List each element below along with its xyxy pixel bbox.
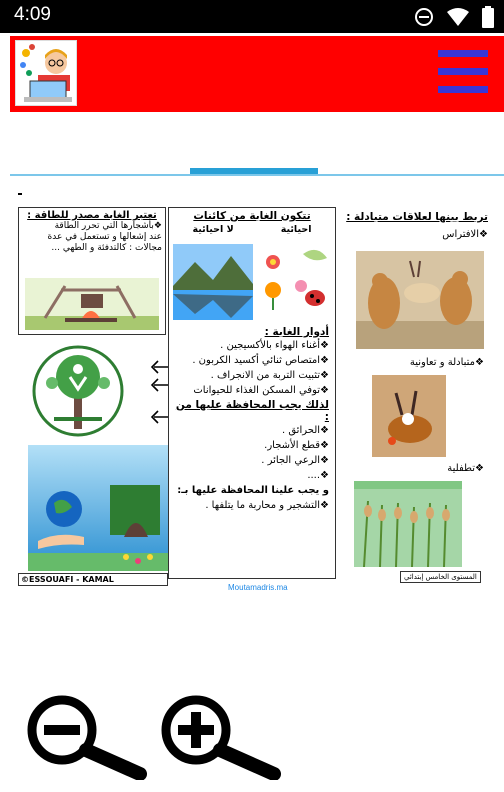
threat-item: ❖الرعي الجائر . bbox=[261, 455, 329, 466]
threat-item: ❖.... bbox=[307, 470, 329, 481]
energy-line: ❖بأشجارها التي تحرر الطاقة bbox=[54, 221, 162, 231]
zoom-out-button[interactable] bbox=[18, 694, 148, 784]
wifi-icon bbox=[446, 7, 470, 27]
status-icons bbox=[414, 6, 494, 28]
relations-heading: تربط بينها لعلاقات متبادلة : bbox=[346, 211, 488, 223]
plants-animals-picture bbox=[257, 244, 333, 320]
duty-item: ❖التشجير و محاربة ما يتلفها . bbox=[205, 500, 329, 511]
credit-text: ©ESSOUAFI - KAMAL bbox=[18, 573, 168, 586]
relations-panel bbox=[338, 207, 488, 583]
roles-section bbox=[169, 326, 329, 513]
energy-line: عند إشعالها و تستعمل في عدة bbox=[47, 232, 162, 242]
relation-item: ❖الافتراس bbox=[442, 229, 488, 240]
kid-laptop-icon bbox=[16, 41, 77, 106]
status-time: 4:09 bbox=[14, 4, 51, 25]
predator-picture bbox=[356, 251, 484, 349]
living-label: احيائية bbox=[280, 224, 312, 235]
relation-item: ❖متبادلة و تعاونية bbox=[409, 357, 484, 368]
duty-line: و يجب علينا المحافظة عليها بـ: bbox=[177, 485, 329, 496]
app-toolbar bbox=[10, 36, 504, 112]
hamburger-menu-icon bbox=[438, 50, 488, 57]
threat-item: ❖الحرائق . bbox=[281, 425, 329, 436]
arrows bbox=[148, 355, 170, 455]
threat-item: ❖قطع الأشجار. bbox=[264, 440, 329, 451]
lesson-sheet bbox=[14, 205, 490, 593]
app-logo[interactable] bbox=[15, 40, 77, 106]
parasite-picture bbox=[354, 481, 462, 567]
menu-button[interactable] bbox=[438, 50, 488, 96]
level-label: المستوى الخامس إبتدائي bbox=[400, 571, 481, 583]
role-item: ❖تثبيت التربة من الانجراف . bbox=[210, 370, 329, 381]
watermark-text: Moutamadris.ma bbox=[228, 583, 288, 592]
energy-line: مجالات : كالتدفئة و الطهي ... bbox=[51, 243, 162, 253]
category-row bbox=[169, 224, 335, 235]
zoom-in-icon bbox=[152, 694, 282, 780]
relation-item: ❖تطفلية bbox=[447, 463, 484, 474]
nonliving-label: لا احيائية bbox=[192, 224, 234, 235]
ecology-tree-picture bbox=[32, 343, 124, 439]
dnd-icon bbox=[414, 7, 434, 27]
role-item: ❖توفي المسكن الغذاء للحيوانات bbox=[193, 385, 329, 396]
energy-box bbox=[18, 207, 166, 335]
campfire-picture bbox=[25, 278, 159, 330]
forest-title: تتكون الغابة من كائنات bbox=[193, 210, 311, 222]
divider-mark bbox=[18, 193, 22, 195]
protect-heading: لذلك يجب المحافظة عليها من : bbox=[175, 399, 329, 423]
status-bar bbox=[0, 0, 504, 33]
zoom-in-button[interactable] bbox=[152, 694, 282, 784]
antelope-birds-picture bbox=[372, 375, 446, 457]
mountain-lake-picture bbox=[173, 244, 253, 320]
earth-hand-picture bbox=[28, 445, 168, 571]
forest-box bbox=[168, 207, 336, 579]
roles-heading: أدوار الغابة : bbox=[264, 326, 329, 338]
tab-strip bbox=[10, 112, 504, 176]
role-item: ❖أغناء الهواء بالأكسيجين . bbox=[220, 340, 329, 351]
tab-indicator bbox=[190, 168, 318, 174]
energy-heading: تعتبر الغابة مصدر للطاقة : bbox=[27, 210, 157, 221]
zoom-out-icon bbox=[18, 694, 148, 780]
role-item: ❖امتصاص ثنائي أكسيد الكربون . bbox=[192, 355, 329, 366]
battery-icon bbox=[482, 6, 494, 28]
